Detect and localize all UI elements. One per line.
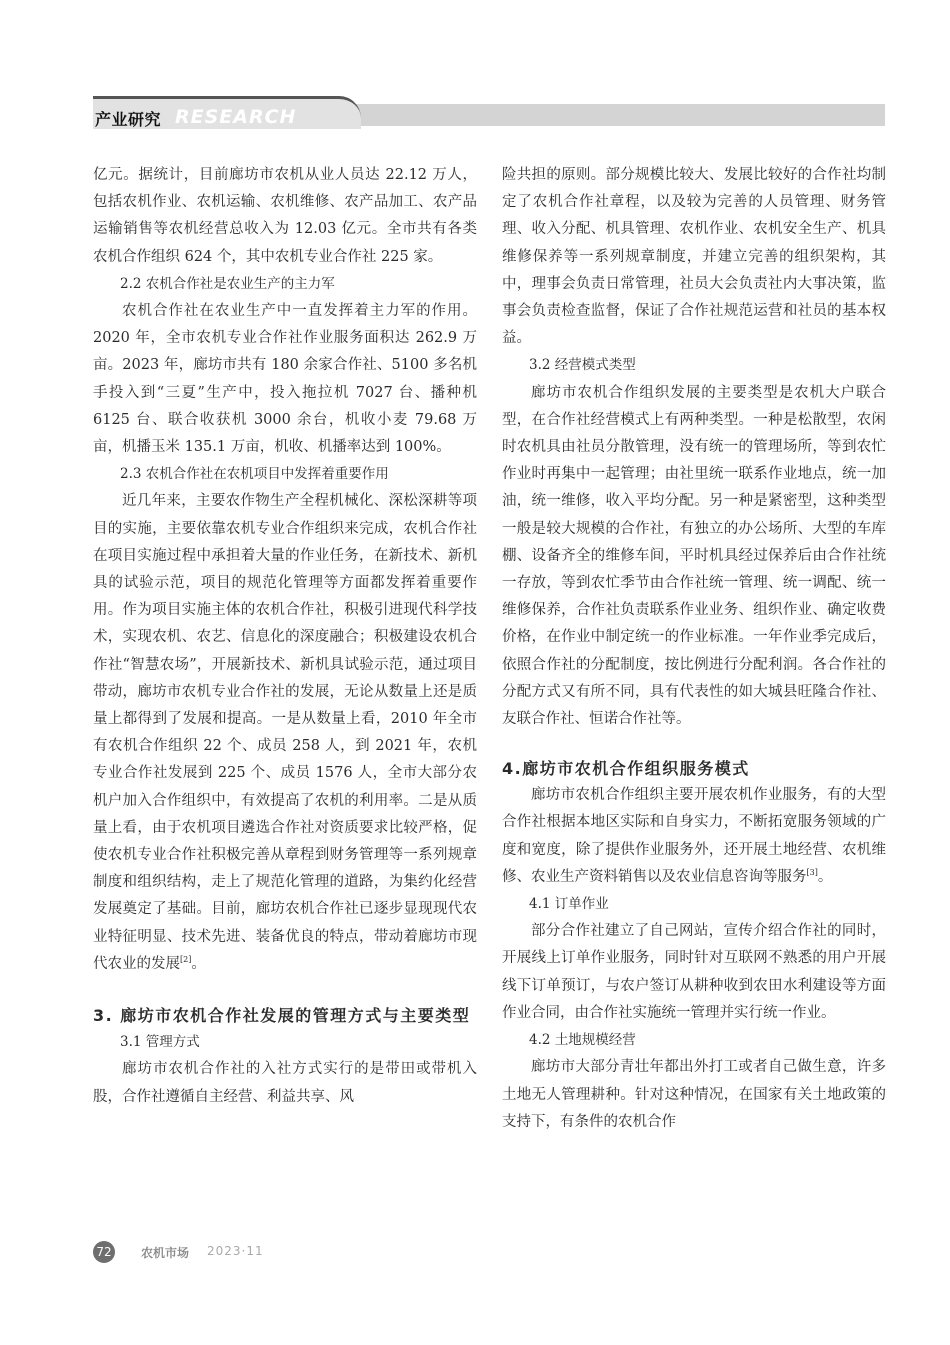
paragraph-end: 。	[817, 868, 833, 885]
subheading: 4.2 土地规模经营	[529, 1032, 636, 1049]
paragraph: 险共担的原则。部分规模比较大、发展比较好的合作社均制定了农机合作社章程，以及较为完善的人员管理、财务管理、收入分配、机具管理、农机作业、农机安全生产、机具维修保养等一系列规章制度，并建立完善的组织架构，其中，理事会负责日常管理，社员大会负责社内大事决策，监事会负责检查监督，保证了合作社规范运营和社员的基本权益。	[502, 167, 886, 347]
paragraph-text: 廊坊市农机合作组织主要开展农机作业服务，有的大型合作社根据本地区实际和自身实力，不断拓宽服务领域的广度和宽度，除了提供作业服务外，还开展土地经营、农机维修、农业生产资料销售以及农业信息咨询等服务	[502, 787, 886, 885]
subheading: 2.3 农机合作社在农机项目中发挥着重要作用	[120, 466, 389, 483]
left-column	[93, 162, 477, 1111]
paragraph: 廊坊市农机合作组织发展的主要类型是农机大户联合型，在合作社经营模式上有两种类型。一种是松散型，农闲时农机具由社员分散管理，没有统一的管理场所，等到农忙作业时再集中一起管理；由社里统一联系作业地点，统一加油，统一维修，收入平均分配。另一种是紧密型，这种类型一般是较大规模的合作社，有独立的办公场所、大型的车库棚、设备齐全的维修车间，平时机具经过保养后由合作社统一存放，等到农忙季节由合作社统一管理、统一调配、统一维修保养，合作社负责联系作业业务、组织作业、确定收费价格，在作业中制定统一的作业标准。一年作业季完成后，依照合作社的分配制度，按比例进行分配利润。各合作社的分配方式又有所不同，具有代表性的如大城县旺隆合作社、友联合作社、恒诺合作社等。	[502, 384, 886, 728]
section-title-en: RESEARCH	[175, 106, 297, 128]
section-heading: 3. 廊坊市农机合作社发展的管理方式与主要类型	[93, 1006, 471, 1026]
page-number: 72	[93, 1241, 115, 1263]
issue-label: 2023·11	[207, 1244, 264, 1258]
section-title: 产业研究	[95, 110, 162, 129]
journal-name: 农机市场	[141, 1246, 190, 1260]
subheading: 3.1 管理方式	[120, 1034, 200, 1051]
paragraph: 廊坊市农机合作社的入社方式实行的是带田或带机入股，合作社遵循自主经营、利益共享、风	[93, 1061, 477, 1105]
paragraph: 廊坊市大部分青壮年都出外打工或者自己做生意，许多土地无人管理耕种。针对这种情况，在国家有关土地政策的支持下，有条件的农机合作	[502, 1059, 886, 1130]
subheading: 2.2 农机合作社是农业生产的主力军	[120, 275, 335, 292]
subheading: 4.1 订单作业	[529, 896, 609, 913]
citation: [3]	[806, 868, 818, 878]
subheading: 3.2 经营模式类型	[529, 357, 636, 374]
right-column	[502, 162, 886, 1136]
section-heading: 4.廊坊市农机合作组织服务模式	[502, 759, 750, 779]
citation: [2]	[180, 955, 192, 965]
paragraph: 亿元。据统计，目前廊坊市农机从业人员达 22.12 万人，包括农机作业、农机运输、农机维修、农产品加工、农产品运输销售等农机经营总收入为 12.03 亿元。全市共有各类农机合作组织 624 个，其中农机专业合作社 225 家。	[93, 167, 477, 265]
paragraph-end: 。	[191, 955, 206, 972]
paragraph-text: 近几年来，主要农作物生产全程机械化、深松深耕等项目的实施，主要依靠农机专业合作组织来完成，农机合作社在项目实施过程中承担着大量的作业任务，在新技术、新机具的试验示范，项目的规范化管理等方面都发挥着重要作用。作为项目实施主体的农机合作社，积极引进现代科学技术，实现农机、农艺、信息化的深度融合；积极建设农机合作社“智慧农场”，开展新技术、新机具试验示范，通过项目带动，廊坊市农机专业合作社的发展，无论从数量上还是质量上都得到了发展和提高。一是从数量上看，2010 年全市有农机合作组织 22 个、成员 258 人，到 2021 年，农机专业合作社发展到 225 个、成员 1576 人，全市大部分农机户加入合作组织中，有效提高了农机的利用率。二是从质量上看，由于农机项目遴选合作社对资质要求比较严格，促使农机专业合作社积极完善从章程到财务管理等一系列规章制度和组织结构，走上了规范化管理的道路，为集约化经营发展奠定了基础。目前，廊坊农机合作社已逐步显现现代农业特征明显、技术先进、装备优良的特点，带动着廊坊市现代农业的发展	[93, 493, 477, 972]
paragraph	[93, 488, 477, 978]
paragraph: 部分合作社建立了自己网站，宣传介绍合作社的同时，开展线上订单作业服务，同时针对互联网不熟悉的用户开展线下订单预订，与农户签订从耕种收到农田水利建设等方面作业合同，由合作社实施统一管理并实行统一作业。	[502, 923, 886, 1021]
paragraph	[502, 782, 886, 891]
section-header	[93, 96, 885, 128]
paragraph: 农机合作社在农业生产中一直发挥着主力军的作用。2020 年，全市农机专业合作社作业服务面积达 262.9 万亩。2023 年，廊坊市共有 180 余家合作社、5100 多名机手投入到“三夏”生产中，投入拖拉机 7027 台、播种机 6125 台、联合收获机 3000 余台，机收小麦 79.68 万亩，机播玉米 135.1 万亩，机收、机播率达到 100%。	[93, 303, 477, 456]
header-tab	[93, 96, 361, 129]
